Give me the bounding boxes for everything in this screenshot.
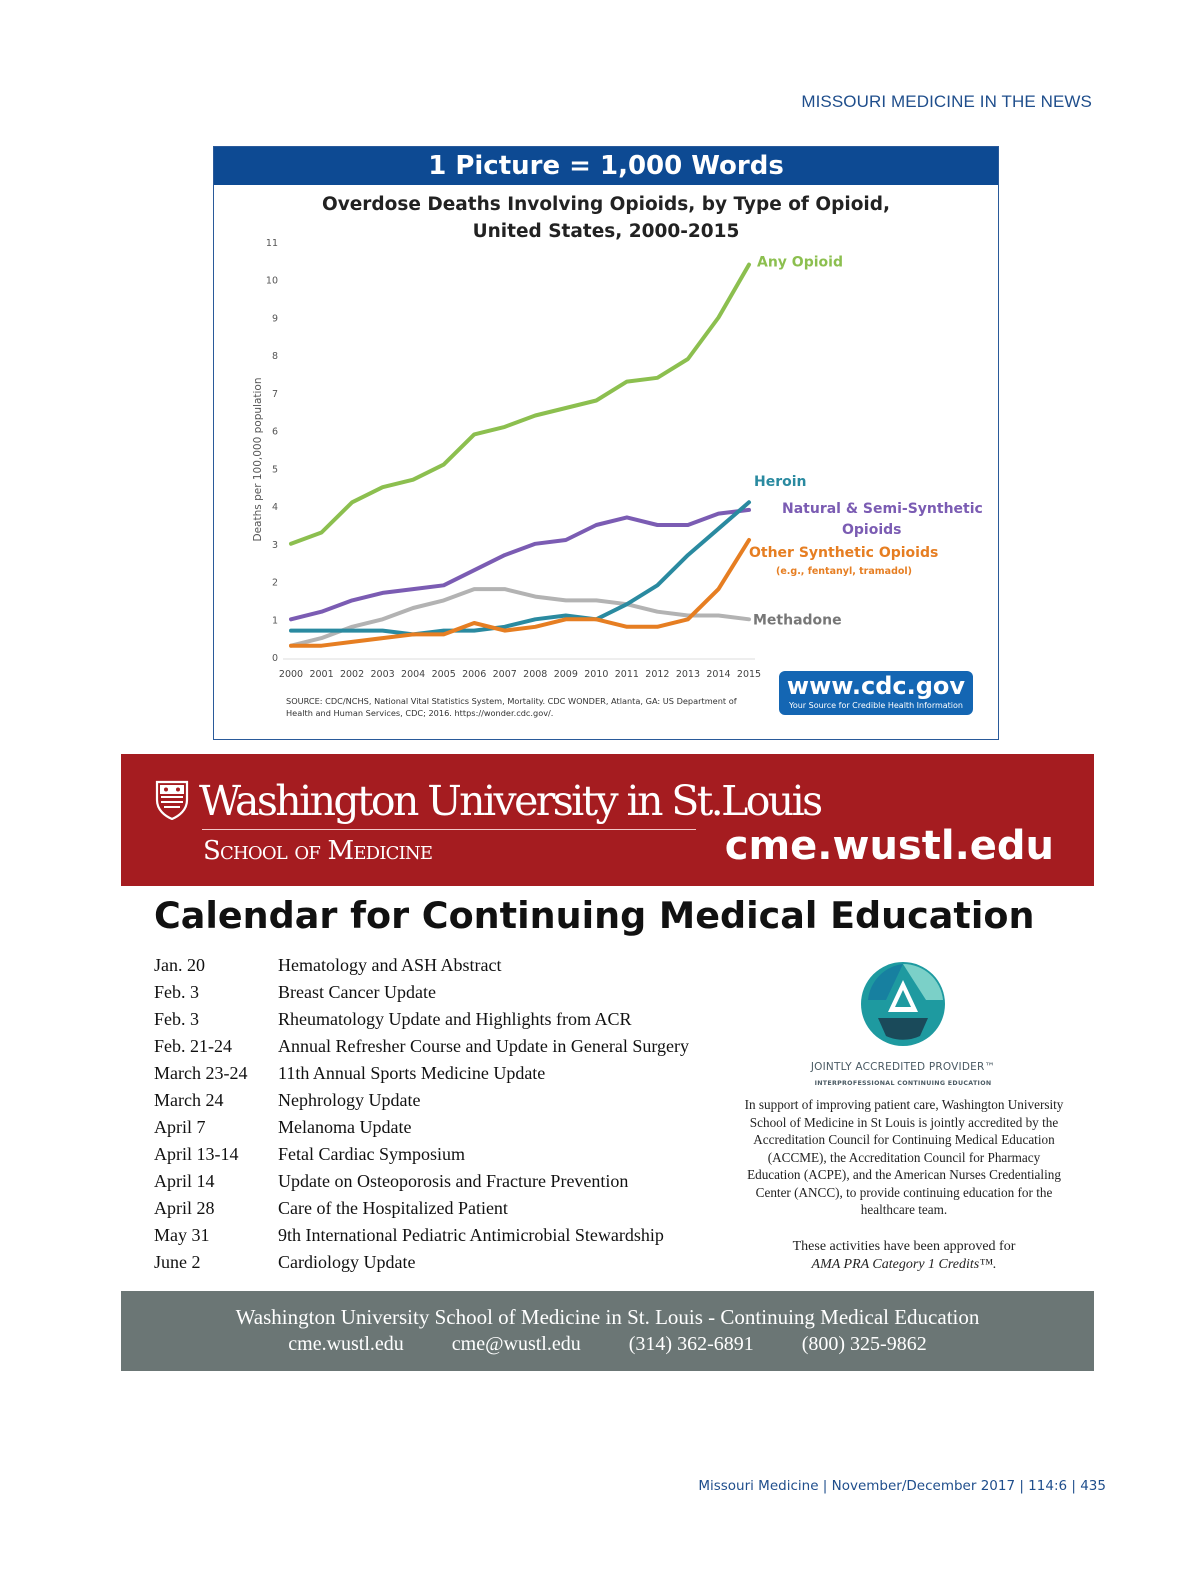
y-tick-label: 2 — [271, 577, 278, 589]
washu-divider — [202, 829, 696, 830]
chart-banner: 1 Picture = 1,000 Words — [214, 147, 998, 185]
x-tick-label: 2005 — [431, 669, 456, 680]
event-title: Breast Cancer Update — [278, 982, 436, 1002]
y-tick-label: 11 — [265, 238, 278, 249]
credits-line1: These activities have been approved for — [792, 1239, 1016, 1254]
credits-line2-text: AMA PRA Category 1 Credits™. — [811, 1257, 997, 1272]
x-tick-label: 2012 — [645, 669, 670, 680]
y-tick-label: 1 — [271, 615, 278, 627]
y-tick-label: 8 — [271, 351, 278, 363]
washu-url[interactable]: cme.wustl.edu — [724, 823, 1054, 869]
x-tick-label: 2003 — [370, 669, 395, 680]
cdc-url[interactable]: www.cdc.gov — [786, 672, 966, 700]
label-other-synthetic-example: (e.g., fentanyl, tramadol) — [776, 566, 913, 577]
x-tick-label: 2014 — [706, 669, 731, 680]
x-tick-label: 2008 — [523, 669, 548, 680]
x-tick-label: 2011 — [614, 669, 639, 680]
event-date: March 23-24 — [154, 1063, 248, 1083]
label-methadone: Methadone — [753, 612, 842, 629]
event-title: Cardiology Update — [278, 1252, 416, 1272]
y-tick-label: 4 — [271, 502, 278, 514]
x-tick-label: 2000 — [278, 669, 304, 680]
event-title: 9th International Pediatric Antimicrobial Stewardship — [278, 1225, 664, 1245]
label-natural-opioids-line1: Natural & Semi-Synthetic — [782, 501, 983, 517]
y-tick-label: 0 — [271, 653, 278, 664]
credits-line2 — [740, 1256, 1068, 1274]
jointly-accredited-logo-icon — [808, 960, 998, 1060]
footer-website[interactable]: cme.wustl.edu — [288, 1333, 404, 1355]
x-tick-label: 2009 — [553, 669, 578, 680]
chart-card — [213, 146, 999, 740]
event-date: April 28 — [154, 1198, 215, 1218]
label-other-synthetic: Other Synthetic Opioids — [749, 545, 939, 561]
contact-footer — [121, 1291, 1094, 1371]
chart-source: SOURCE: CDC/NCHS, National Vital Statistics System, Mortality. CDC WONDER, Atlanta, GA: US Department of Health and Human Services, CDC; 2016. https://wonder.cdc.gov/. — [286, 696, 737, 718]
footer-contacts — [121, 1332, 1094, 1356]
x-tick-label: 2015 — [736, 669, 762, 680]
x-tick-label: 2007 — [492, 669, 517, 680]
event-date: Feb. 3 — [154, 1009, 199, 1029]
y-tick-label: 7 — [271, 388, 278, 400]
chart-title-line1: Overdose Deaths Involving Opioids, by Type of Opioid, — [321, 194, 891, 215]
y-tick-label: 10 — [265, 275, 278, 287]
footer-email[interactable]: cme@wustl.edu — [451, 1333, 581, 1355]
washu-banner — [121, 754, 1094, 886]
event-title: 11th Annual Sports Medicine Update — [278, 1063, 546, 1083]
y-tick-label: 6 — [271, 426, 278, 438]
y-tick-label: 3 — [271, 539, 278, 551]
page-footer: Missouri Medicine | November/December 2017 | 114:6 | 435 — [698, 1478, 1106, 1494]
event-title: Fetal Cardiac Symposium — [278, 1144, 465, 1164]
event-title: Melanoma Update — [278, 1117, 412, 1137]
ja-sub-label: INTERPROFESSIONAL CONTINUING EDUCATION — [814, 1080, 992, 1087]
x-tick-label: 2002 — [339, 669, 365, 680]
y-tick-label: 5 — [271, 464, 278, 476]
washu-shield-icon — [155, 780, 189, 820]
opioid-line-chart — [214, 147, 998, 687]
event-title: Hematology and ASH Abstract — [278, 955, 502, 975]
y-tick-label: 9 — [271, 313, 278, 325]
chart-title-line2: United States, 2000-2015 — [472, 221, 740, 242]
label-natural-opioids-line2: Opioids — [842, 522, 902, 538]
x-tick-label: 2004 — [401, 669, 426, 680]
event-date: April 14 — [154, 1171, 215, 1191]
cdc-badge[interactable] — [779, 671, 973, 715]
x-tick-label: 2001 — [309, 669, 334, 680]
y-axis-label: Deaths per 100,000 population — [252, 377, 264, 542]
ja-provider-label: JOINTLY ACCREDITED PROVIDER™ — [810, 1061, 996, 1073]
series-line-any-opioid — [291, 265, 749, 544]
x-tick-label: 2006 — [462, 669, 487, 680]
footer-phone1: (314) 362-6891 — [628, 1333, 754, 1355]
footer-phone2: (800) 325-9862 — [801, 1333, 927, 1355]
event-date: Jan. 20 — [154, 955, 205, 975]
event-title: Nephrology Update — [278, 1090, 421, 1110]
event-title: Annual Refresher Course and Update in General Surgery — [278, 1036, 690, 1056]
label-any-opioid: Any Opioid — [757, 254, 843, 271]
label-heroin: Heroin — [754, 474, 807, 490]
event-date: March 24 — [154, 1090, 224, 1110]
event-title: Care of the Hospitalized Patient — [278, 1198, 508, 1218]
calendar-title: Calendar for Continuing Medical Education — [154, 894, 1035, 937]
event-title: Rheumatology Update and Highlights from ACR — [278, 1009, 632, 1029]
event-date: April 7 — [154, 1117, 206, 1137]
accreditation-statement: In support of improving patient care, Washington University School of Medicine in St Louis is jointly accredited by the Accreditation Council for Continuing Medical Education (ACCME), the Accreditation Council for Pharmacy Education (ACPE), and the American Nurses Credentialing Center (ANCC), to provide continuing education for the healthcare team. — [744, 1097, 1064, 1217]
event-title: Update on Osteoporosis and Fracture Prevention — [278, 1171, 629, 1191]
event-date: June 2 — [154, 1252, 201, 1272]
event-date: May 31 — [154, 1225, 210, 1245]
credits-statement — [740, 1238, 1068, 1274]
section-header: MISSOURI MEDICINE IN THE NEWS — [801, 92, 1092, 111]
x-tick-label: 2013 — [675, 669, 701, 680]
event-date: April 13-14 — [154, 1144, 239, 1164]
washu-school: School of Medicine — [203, 836, 433, 866]
event-date: Feb. 21-24 — [154, 1036, 232, 1056]
cdc-tagline: Your Source for Credible Health Information — [789, 701, 963, 710]
x-tick-label: 2010 — [584, 669, 609, 680]
event-date: Feb. 3 — [154, 982, 199, 1002]
footer-title: Washington University School of Medicine in St. Louis - Continuing Medical Education — [235, 1305, 980, 1329]
washu-name: Washington University in St.Louis — [199, 777, 821, 825]
